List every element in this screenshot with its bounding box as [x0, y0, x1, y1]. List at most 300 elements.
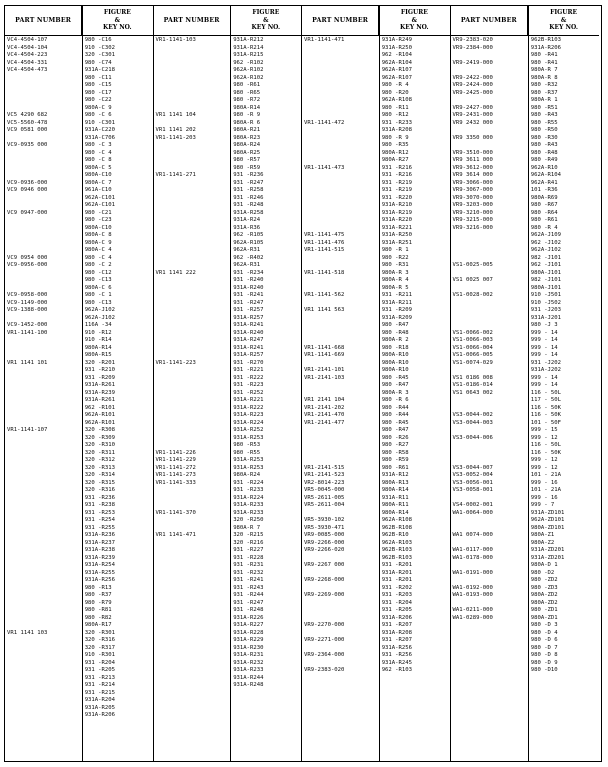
- figure-key: 980A-J101: [530, 284, 562, 291]
- table-row: [154, 352, 302, 360]
- figure-key: 980A-R69: [530, 194, 558, 201]
- table-row: [302, 420, 450, 428]
- figure-key: 931 -R207: [381, 637, 412, 643]
- part-number: VS3-0056-001: [452, 479, 493, 486]
- part-number: VC9-1149-000: [7, 299, 48, 306]
- figure-key: 931A-R201: [381, 569, 412, 576]
- table-row: [451, 540, 600, 548]
- table-row: [154, 217, 302, 225]
- table-row: [302, 525, 450, 533]
- part-number: [5, 165, 82, 173]
- part-number: [5, 532, 82, 540]
- part-number: [154, 615, 231, 623]
- table-row: [302, 75, 450, 83]
- part-number: [154, 105, 231, 113]
- figure-key: 962A-R10: [530, 164, 558, 171]
- part-number: VR1-1141-669: [304, 352, 345, 358]
- part-number: [5, 562, 82, 570]
- part-number: [5, 705, 82, 713]
- figure-key: 931 -R270: [233, 359, 264, 366]
- table-row: [451, 210, 600, 218]
- figure-key-header: [82, 6, 152, 35]
- table-row: [154, 262, 302, 270]
- table-row: [302, 82, 450, 90]
- figure-key: 931 -R213: [84, 674, 115, 681]
- table-row: [451, 165, 600, 173]
- part-number: [451, 285, 528, 293]
- table-row: [5, 135, 153, 143]
- figure-key: 962A-R102: [233, 74, 264, 81]
- table-row: [302, 555, 450, 563]
- table-row: [451, 67, 600, 75]
- figure-key: 931A-R254: [84, 562, 115, 568]
- table-row: [451, 397, 600, 405]
- table-row: [451, 487, 600, 495]
- part-number: [154, 45, 231, 53]
- table-row: [302, 112, 450, 120]
- table-row: [5, 615, 153, 623]
- figure-key: 931 -R204: [381, 599, 412, 606]
- table-row: [302, 270, 450, 278]
- part-number: VS1-0066-004: [452, 344, 493, 351]
- part-number: VR1-1141-518: [304, 269, 345, 276]
- part-number: [302, 660, 379, 668]
- part-number: VR1 1141 101: [7, 359, 48, 366]
- figure-key: 999 - 7: [530, 502, 555, 508]
- figure-key: 931 -R258: [233, 187, 264, 193]
- figure-key: 999 - 14: [530, 344, 558, 351]
- table-row: [302, 397, 450, 405]
- part-number: VR2-8014-223: [304, 479, 345, 486]
- part-number: [5, 472, 82, 480]
- figure-key: 931A-R227: [233, 622, 264, 628]
- part-number: [451, 322, 528, 330]
- table-row: [302, 307, 450, 315]
- part-number: [451, 660, 528, 668]
- table-row: [451, 345, 600, 353]
- table-row: [154, 367, 302, 375]
- part-number: [154, 247, 231, 255]
- figure-key-header: [379, 6, 449, 35]
- table-row: [5, 555, 153, 563]
- figure-key: 931 -R222: [233, 374, 264, 381]
- table-row: [302, 90, 450, 98]
- part-number: VR9-2424-000: [452, 82, 493, 88]
- part-number: [302, 195, 379, 203]
- table-row: [451, 600, 600, 608]
- figure-key: 962A-R31: [233, 247, 261, 253]
- part-number: [302, 427, 379, 435]
- figure-key: 931A-R206: [84, 712, 115, 718]
- table-row: [451, 562, 600, 570]
- part-number: VR1 1141 563: [304, 307, 345, 313]
- table-row: [5, 360, 153, 368]
- part-number: VR1-1141-471: [304, 37, 345, 43]
- table-row: [302, 427, 450, 435]
- part-number: [154, 435, 231, 443]
- figure-key: 980 -R65: [233, 89, 261, 96]
- figure-key: 980 -R58: [381, 449, 409, 456]
- figure-key: 980A-R 8: [530, 74, 558, 81]
- figure-key: 931A-R250: [381, 44, 412, 51]
- part-number: VR1-1141-223: [155, 359, 196, 366]
- figure-key: 931 -R220: [381, 194, 412, 201]
- figure-key: 910 -C301: [84, 119, 115, 126]
- table-row: [302, 375, 450, 383]
- figure-key: 320 -R216: [233, 539, 264, 546]
- part-number: [302, 127, 379, 135]
- figure-key: 931 -R241: [233, 577, 264, 583]
- table-row: [451, 375, 600, 383]
- table-row: [5, 682, 153, 690]
- table-row: [451, 510, 600, 518]
- figure-key: 931 -R205: [381, 607, 412, 613]
- part-number: WA1-0193-000: [452, 592, 493, 598]
- table-row: [302, 465, 450, 473]
- part-number: [302, 337, 379, 345]
- figure-key: 980 -C74: [84, 59, 112, 66]
- part-number: [5, 97, 82, 105]
- figure-key: 999 - 14: [530, 329, 558, 336]
- figure-key: 980A-R 6: [233, 119, 261, 126]
- table-row: [5, 217, 153, 225]
- table-row: [302, 330, 450, 338]
- figure-key: 931A-R208: [381, 629, 412, 636]
- table-row: [302, 337, 450, 345]
- part-number: [451, 247, 528, 255]
- figure-key: 931A-ZD201: [530, 547, 565, 553]
- part-number: VR9-2266-000: [304, 539, 345, 546]
- figure-key: 101 - 21A: [530, 472, 562, 478]
- part-number: WA1 0074-000: [452, 532, 493, 538]
- part-number: [451, 300, 528, 308]
- table-row: [451, 360, 600, 368]
- figure-key: 999 - 12: [530, 464, 558, 471]
- figure-key: 980 -R20: [381, 89, 409, 96]
- table-row: [5, 82, 153, 90]
- part-number: WA1-0289-000: [452, 614, 493, 621]
- part-number: [5, 240, 82, 248]
- table-row: [5, 45, 153, 53]
- figure-key: 931 -R254: [84, 517, 115, 523]
- table-row: [451, 105, 600, 113]
- index-panel-3: [302, 6, 451, 761]
- table-row: [451, 217, 600, 225]
- table-row: [5, 270, 153, 278]
- table-row: [451, 427, 600, 435]
- part-number: [451, 562, 528, 570]
- figure-key: 931 -R247: [233, 179, 264, 186]
- part-number: VR9-2419-000: [452, 59, 493, 66]
- figure-key: 931A-ZD101: [530, 509, 565, 516]
- part-number: [154, 315, 231, 323]
- table-row: [302, 202, 450, 210]
- part-number: [302, 97, 379, 105]
- part-number: VR1-1141-273: [155, 472, 196, 478]
- figure-key: 962 -R402: [233, 254, 264, 261]
- table-row: [302, 652, 450, 660]
- table-row: [5, 315, 153, 323]
- part-number: [5, 135, 82, 143]
- part-number: [5, 315, 82, 323]
- part-number: [302, 330, 379, 338]
- part-number: [154, 607, 231, 615]
- figure-key: 962B-R103: [381, 547, 412, 553]
- table-row: [451, 240, 600, 248]
- table-row: [5, 622, 153, 630]
- part-number: VR9-2427-000: [452, 104, 493, 111]
- figure-key: 980 -R11: [381, 104, 409, 111]
- table-row: [5, 660, 153, 668]
- table-row: [302, 322, 450, 330]
- figure-key: 980 -D 8: [530, 652, 558, 658]
- table-row: [302, 52, 450, 60]
- figure-key: 962A-C101: [84, 202, 115, 208]
- figure-key: 931 -R255: [84, 524, 115, 531]
- table-row: [154, 412, 302, 420]
- ampersand-label: &: [114, 16, 121, 24]
- table-row: [154, 622, 302, 630]
- part-number: [302, 112, 379, 120]
- figure-key: 931A-ZD201: [530, 554, 565, 561]
- table-row: [451, 307, 600, 315]
- part-number: [5, 225, 82, 233]
- figure-key: 962 -R101: [84, 404, 115, 411]
- part-number: WA1-0211-000: [452, 607, 493, 613]
- figure-key: 931A-R240: [233, 329, 264, 336]
- figure-key: 931 -R257: [233, 307, 264, 313]
- table-row: [154, 127, 302, 135]
- part-number: [302, 382, 379, 390]
- figure-key: 980 -R 6: [381, 397, 409, 403]
- figure-key: 980 -C15: [84, 82, 112, 88]
- table-row: [302, 37, 450, 45]
- figure-key: 980 -R57: [233, 157, 261, 163]
- table-row: [154, 517, 302, 525]
- figure-key: 980 -R53: [233, 442, 261, 448]
- panel-header: [451, 6, 600, 36]
- figure-key: 980 -C21: [84, 209, 112, 216]
- figure-key: 980 -R48: [530, 149, 558, 156]
- figure-key: 931A-R211: [381, 299, 412, 306]
- figure-key: 931A-R245: [381, 659, 412, 666]
- table-row: [302, 247, 450, 255]
- table-row: [302, 172, 450, 180]
- table-row: [451, 367, 600, 375]
- part-number: [154, 390, 231, 398]
- part-number: VR9-2383-020: [304, 667, 345, 673]
- figure-key: 980A-R 5: [381, 284, 409, 291]
- part-number: [154, 420, 231, 428]
- part-number: VC9-1388-000: [7, 307, 48, 313]
- figure-key: 931A-R238: [84, 547, 115, 553]
- part-number: [302, 217, 379, 225]
- figure-key: 320 -R316: [84, 637, 115, 643]
- part-number: VC5-5560-478: [7, 119, 48, 126]
- table-row: [302, 405, 450, 413]
- table-row: [5, 345, 153, 353]
- table-row: [5, 75, 153, 83]
- part-number: [154, 592, 231, 600]
- part-number: [154, 367, 231, 375]
- table-row: [154, 540, 302, 548]
- table-row: [451, 382, 600, 390]
- part-number: [5, 435, 82, 443]
- table-row: [5, 97, 153, 105]
- table-row: [451, 480, 600, 488]
- part-number: VS3-0044-007: [452, 464, 493, 471]
- part-number: [302, 255, 379, 263]
- table-row: [5, 157, 153, 165]
- table-row: [154, 322, 302, 330]
- figure-key: 980A-R27: [381, 157, 409, 163]
- figure-key: 999 - 15: [530, 427, 558, 433]
- table-row: [5, 547, 153, 555]
- table-row: [451, 232, 600, 240]
- part-number: VS3-0044-003: [452, 419, 493, 426]
- part-number: VC4-4504-473: [7, 67, 48, 73]
- table-row: [302, 240, 450, 248]
- figure-key: 980A-R21: [233, 127, 261, 133]
- table-row: [451, 337, 600, 345]
- table-row: [451, 277, 600, 285]
- part-number: [451, 652, 528, 660]
- figure-key: 931A-R236: [84, 532, 115, 538]
- figure-key: 931A-R261: [84, 397, 115, 403]
- table-row: [302, 60, 450, 68]
- figure-key: 931A-R239: [84, 389, 115, 396]
- figure-key: 980A-C 4: [84, 247, 112, 253]
- part-number: [451, 427, 528, 435]
- part-number: VR9-2364-000: [304, 652, 345, 658]
- part-number: VR9-2266-020: [304, 547, 345, 553]
- table-row: [451, 457, 600, 465]
- figure-key: 962 -R105: [233, 232, 264, 238]
- figure-key: 931A-R252: [233, 427, 264, 433]
- table-row: [5, 630, 153, 638]
- figure-key: 931 -R204: [84, 659, 115, 666]
- table-row: [5, 277, 153, 285]
- part-number: [154, 405, 231, 413]
- part-number: [451, 645, 528, 653]
- figure-key: 980 -R49: [530, 157, 558, 163]
- part-number: VR5-3930-471: [304, 524, 345, 531]
- figure-key: 931A-R241: [233, 344, 264, 351]
- table-row: [302, 645, 450, 653]
- figure-key: 980A-C 9: [84, 239, 112, 246]
- part-number: VR9-3210-000: [452, 209, 493, 216]
- figure-key: 980 -R26: [381, 434, 409, 441]
- figure-key: 980A-Z1: [530, 532, 555, 538]
- figure-key: 320 -R215: [233, 532, 264, 538]
- table-row: [154, 525, 302, 533]
- part-number: [154, 195, 231, 203]
- table-row: [154, 315, 302, 323]
- table-row: [451, 352, 600, 360]
- table-row: [5, 150, 153, 158]
- table-row: [154, 285, 302, 293]
- figure-key: 931A-R233: [233, 502, 264, 508]
- figure-key: 980 -C 6: [84, 112, 112, 118]
- part-number: [154, 577, 231, 585]
- figure-key: 980 -R30: [530, 134, 558, 141]
- figure-key: 931 -R244: [233, 592, 264, 598]
- figure-key: 980 -D10: [530, 667, 558, 673]
- figure-key: 117 - 50L: [530, 397, 562, 403]
- part-number: [302, 570, 379, 578]
- figure-key: 980A-ZD2: [530, 592, 558, 598]
- table-row: [302, 232, 450, 240]
- figure-key: 931 -R207: [381, 622, 412, 628]
- table-row: [5, 450, 153, 458]
- table-row: [451, 322, 600, 330]
- table-row: [5, 712, 153, 720]
- table-row: [451, 472, 600, 480]
- part-number: VR1-1141-271: [155, 172, 196, 178]
- table-row: [5, 517, 153, 525]
- part-number-header: PART NUMBER: [5, 6, 82, 35]
- part-number: VS1 0186 008: [452, 374, 493, 381]
- part-number: [451, 270, 528, 278]
- part-number: [451, 540, 528, 548]
- table-row: [154, 532, 302, 540]
- panel-rows: [154, 37, 302, 761]
- table-row: [302, 615, 450, 623]
- table-row: [154, 225, 302, 233]
- table-row: [154, 345, 302, 353]
- figure-key: 980A-R23: [233, 134, 261, 141]
- figure-key: 931 -R231: [233, 562, 264, 568]
- part-number: VC4-4504-104: [7, 44, 48, 51]
- figure-key: 931 -R248: [233, 607, 264, 613]
- table-row: [154, 547, 302, 555]
- table-row: [5, 607, 153, 615]
- table-row: [5, 292, 153, 300]
- part-number: VR9-2268-000: [304, 577, 345, 583]
- part-number: VC5 4290 682: [7, 112, 48, 118]
- figure-key: 980A-R11: [381, 502, 409, 508]
- table-row: [5, 420, 153, 428]
- table-row: [5, 502, 153, 510]
- figure-key: 980A-C 7: [84, 179, 112, 186]
- part-number: [451, 622, 528, 630]
- figure-key: 982 -J101: [530, 277, 562, 283]
- part-number: VS1-0066-003: [452, 337, 493, 343]
- figure-key: 931 -R236: [233, 172, 264, 178]
- part-number: [154, 277, 231, 285]
- table-row: [451, 517, 600, 525]
- part-number: [5, 682, 82, 690]
- part-number: [154, 75, 231, 83]
- part-number: [302, 555, 379, 563]
- table-row: [154, 660, 302, 668]
- part-number: [5, 277, 82, 285]
- table-row: [5, 480, 153, 488]
- part-number: [154, 547, 231, 555]
- part-number: [451, 97, 528, 105]
- figure-key: 931 -R256: [381, 652, 412, 658]
- table-row: [302, 570, 450, 578]
- table-row: [154, 172, 302, 180]
- figure-key: 320 -R201: [84, 359, 115, 366]
- table-row: [154, 150, 302, 158]
- table-row: [302, 195, 450, 203]
- figure-key: 962A-R104: [530, 172, 562, 178]
- figure-key: 931 -R246: [233, 194, 264, 201]
- table-row: [451, 532, 600, 540]
- part-number: [154, 652, 231, 660]
- figure-key: 980 -J 3: [530, 322, 558, 328]
